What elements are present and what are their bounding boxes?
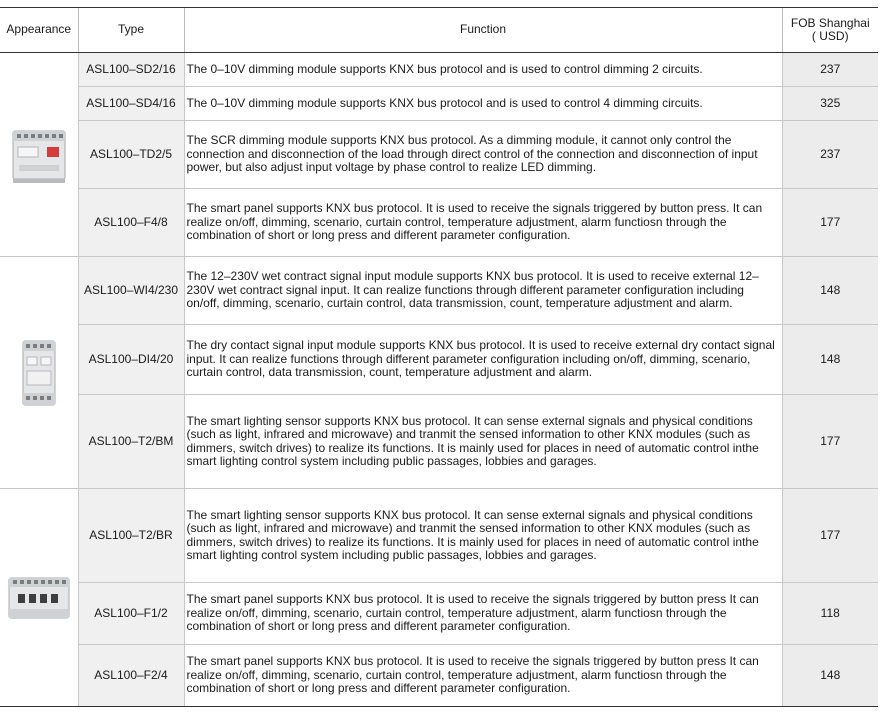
table-row — [0, 121, 878, 189]
table-row — [0, 645, 878, 707]
table-row — [0, 189, 878, 257]
price-cell: 148 — [782, 257, 878, 325]
din-rail-dimming-module-icon — [9, 123, 69, 187]
header-price-line1: FOB Shanghai — [790, 15, 870, 30]
type-cell: ASL100–T2/BM — [78, 395, 184, 489]
din-rail-sensor-module-icon — [6, 572, 72, 624]
table-row — [0, 395, 878, 489]
table-row — [0, 489, 878, 583]
price-cell: 118 — [782, 583, 878, 645]
table-row — [0, 325, 878, 395]
table-row — [0, 53, 878, 87]
table-row — [0, 87, 878, 121]
appearance-cell-2 — [0, 257, 78, 489]
din-rail-input-module-icon — [17, 335, 61, 411]
type-cell: ASL100–F1/2 — [78, 583, 184, 645]
table-row — [0, 257, 878, 325]
product-price-table — [0, 7, 878, 707]
type-cell: ASL100–SD2/16 — [78, 53, 184, 87]
function-cell: The smart lighting sensor supports KNX bus protocol. It can sense external signals and physical conditions (such as light, infrared and microwave) and tranmit the sensed information to other KNX modules (such as dimmers, switch drives) to realize its functions. It is mainly used for places in need of automatic control inthe smart lighting control system including public passages, lobbies and garages. — [184, 395, 782, 489]
price-cell: 325 — [782, 87, 878, 121]
price-cell: 177 — [782, 395, 878, 489]
header-function: Function — [184, 8, 782, 53]
type-cell: ASL100–WI4/230 — [78, 257, 184, 325]
function-cell: The 0–10V dimming module supports KNX bus protocol and is used to control 4 dimming circuits. — [184, 87, 782, 121]
type-cell: ASL100–F2/4 — [78, 645, 184, 707]
function-cell: The smart panel supports KNX bus protocol. It is used to receive the signals triggered by button press It can realize on/off, dimming, scenario, curtain control, temperature adjustment, alarm functiosn through the combination of short or long press and different parameter configuration. — [184, 645, 782, 707]
header-appearance: Appearance — [0, 8, 78, 53]
price-cell: 148 — [782, 645, 878, 707]
function-cell: The smart lighting sensor supports KNX bus protocol. It can sense external signals and physical conditions (such as light, infrared and microwave) and tranmit the sensed information to other KNX modules (such as dimmers, switch drives) to realize its functions. It is mainly used for places in need of automatic control inthe smart lighting control system including public passages, lobbies and garages. — [184, 489, 782, 583]
price-cell: 237 — [782, 53, 878, 87]
price-cell: 177 — [782, 189, 878, 257]
function-cell: The dry contact signal input module supports KNX bus protocol. It is used to receive external dry contact signal input. It can realize functions through different parameter configuration including on/off, dimming, scenario, curtain control, data transmission, count, temperature adjustment and alarm. — [184, 325, 782, 395]
type-cell: ASL100–SD4/16 — [78, 87, 184, 121]
header-price-line2: ( USD) — [811, 29, 849, 43]
type-cell: ASL100–F4/8 — [78, 189, 184, 257]
function-cell: The SCR dimming module supports KNX bus protocol. As a dimming module, it cannot only control the connection and disconnection of the load through direct control of the connection and disconnection of input power, but also adjust input voltage by phase control to realize LED dimming. — [184, 121, 782, 189]
type-cell: ASL100–DI4/20 — [78, 325, 184, 395]
table-header-row — [0, 8, 878, 53]
appearance-cell-3 — [0, 489, 78, 707]
type-cell: ASL100–T2/BR — [78, 489, 184, 583]
price-cell: 148 — [782, 325, 878, 395]
function-cell: The 0–10V dimming module supports KNX bus protocol and is used to control dimming 2 circuits. — [184, 53, 782, 87]
function-cell: The smart panel supports KNX bus protocol. It is used to receive the signals triggered by button press. It can realize on/off, dimming, scenario, curtain control, temperature adjustment, alarm functiosn through the combination of short or long press and different parameter configuration. — [184, 189, 782, 257]
header-type: Type — [78, 8, 184, 53]
table-row — [0, 583, 878, 645]
header-price — [782, 8, 878, 53]
function-cell: The 12–230V wet contract signal input module supports KNX bus protocol. It is used to receive external 12–230V wet contract signal input. It can realize functions through different parameter configuration including on/off, dimming, scenario, curtain control, data transmission, count, temperature adjustment and alarm. — [184, 257, 782, 325]
price-cell: 237 — [782, 121, 878, 189]
price-cell: 177 — [782, 489, 878, 583]
type-cell: ASL100–TD2/5 — [78, 121, 184, 189]
function-cell: The smart panel supports KNX bus protocol. It is used to receive the signals triggered by button press It can realize on/off, dimming, scenario, curtain control, temperature adjustment, alarm functiosn through the combination of short or long press and different parameter configuration. — [184, 583, 782, 645]
appearance-cell-1 — [0, 53, 78, 257]
